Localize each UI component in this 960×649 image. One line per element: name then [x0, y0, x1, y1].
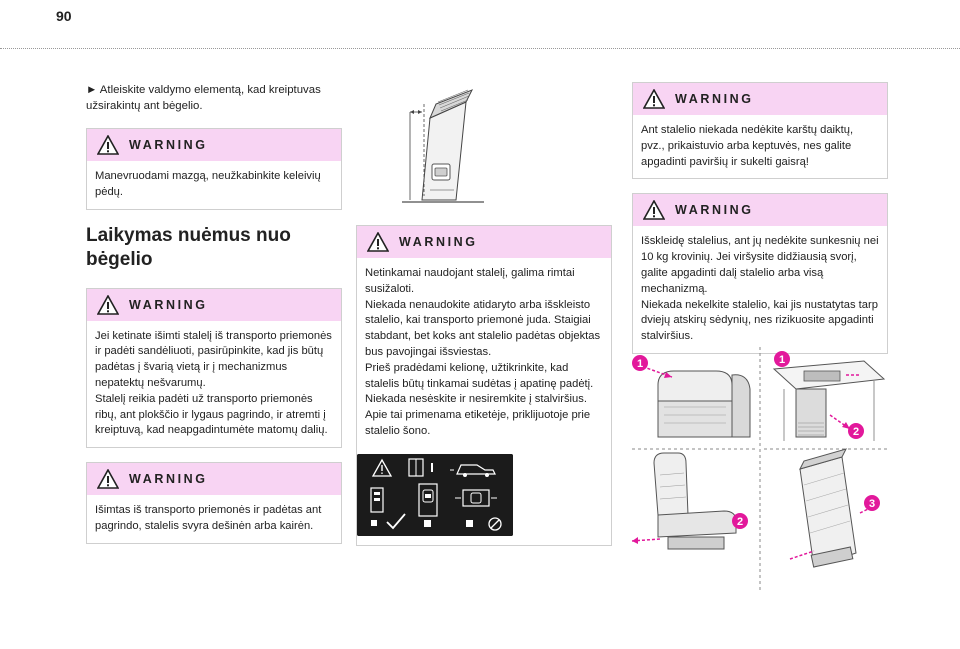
warning-header	[87, 129, 341, 161]
warning-triangle-icon	[643, 200, 665, 220]
step-marker	[632, 355, 648, 371]
warning-header	[87, 463, 341, 495]
warning-text: Ant stalelio niekada nedėkite karštų daiktų, pvz., prikaistuvio arba keptuvės, nes galite apgadinti paviršių ir sukelti gaisrą!	[641, 124, 854, 168]
step-marker	[732, 513, 748, 529]
warning-triangle-icon	[97, 295, 119, 315]
step-marker	[864, 495, 880, 511]
warning-title: WARNING	[675, 203, 754, 218]
warning-title: WARNING	[129, 138, 208, 152]
warning-triangle-icon	[367, 232, 389, 252]
table-removal-steps-icon	[628, 345, 892, 595]
warning-header	[357, 226, 611, 258]
warning-header	[633, 194, 887, 226]
intro-instruction: ► Atleiskite valdymo elementą, kad kreiptuvas užsirakintų ant bėgelio.	[86, 84, 321, 112]
warning-box-2	[86, 288, 342, 449]
warning-title: WARNING	[129, 472, 208, 487]
warning-text: Jei ketinate išimti stalelį iš transporto priemonės ir padėti sandėliuoti, pasirūpinkite, kad jis būtų padėtas į švarią vietą ir į mechanizmus nepatektų nešvarumų. Stalelį reikia padėti už transporto priemonės ribų, ant plokščio ir lygaus pagrindo, ir atremti į kreiptuvą, kad neapgadintumėte matomų dalių.	[95, 329, 332, 437]
warning-header	[633, 83, 887, 115]
step-marker	[848, 423, 864, 439]
warning-box-4	[356, 225, 612, 546]
warning-label-pictogram-icon	[357, 454, 513, 536]
step-marker-label: 2	[852, 426, 860, 438]
step-marker-label: 2	[736, 516, 744, 528]
warning-triangle-icon	[97, 135, 119, 155]
warning-title: WARNING	[129, 297, 208, 312]
column-2	[356, 82, 612, 560]
warning-text: Manevruodami mazgą, neužkabinkite keleivių pėdų.	[95, 170, 321, 198]
section-heading: Laikymas nuėmus nuo bėgelio	[86, 224, 291, 270]
warning-text: Išskleidę stalelius, ant jų nedėkite sunkesnių nei 10 kg krovinių. Jei viršysite didžiausią svorį, galite apgadinti dalį stalelio arba visą mechanizmą. Niekada nekelkite stalelio, kai jis nustatytas tarp dviejų atskirų sėdynių, nes rizikuosite apgadinti stalviršius.	[641, 235, 879, 343]
column-1	[86, 82, 342, 558]
warning-box-5	[632, 82, 888, 179]
step-marker	[774, 351, 790, 367]
warning-box-3	[86, 462, 342, 544]
column-3	[632, 82, 888, 368]
warning-title: WARNING	[399, 235, 478, 249]
header-divider	[0, 48, 960, 49]
warning-triangle-icon	[643, 89, 665, 109]
step-marker-label: 1	[778, 354, 786, 366]
warning-title: WARNING	[675, 92, 754, 106]
page-number: 90	[56, 8, 72, 24]
warning-text: Išimtas iš transporto priemonės ir padėtas ant pagrindo, stalelis svyra dešinėn arba kairėn.	[95, 504, 322, 532]
warning-box-6	[632, 193, 888, 354]
warning-box-1	[86, 128, 342, 210]
table-standing-icon	[356, 82, 612, 208]
warning-triangle-icon	[97, 469, 119, 489]
step-marker-label: 1	[636, 358, 644, 370]
warning-header	[87, 289, 341, 321]
step-marker-label: 3	[868, 498, 876, 510]
warning-text: Netinkamai naudojant stalelį, galima rimtai susižaloti. Niekada nenaudokite atidaryto arba išskleisto stalelio, kai transporto priemonė juda. Staigiai stabdant, bet koks ant stalelio padėtas objektas bus pavojingai išsviestas. Prieš pradėdami kelionę, užtikrinkite, kad stalelis būtų tinkamai sudėtas į apatinę padėtį. Niekada nesėskite ir nesiremkite į stalviršius. Apie tai primenama etiketėje, priklijuotoje prie stalelio šono.	[365, 267, 601, 437]
